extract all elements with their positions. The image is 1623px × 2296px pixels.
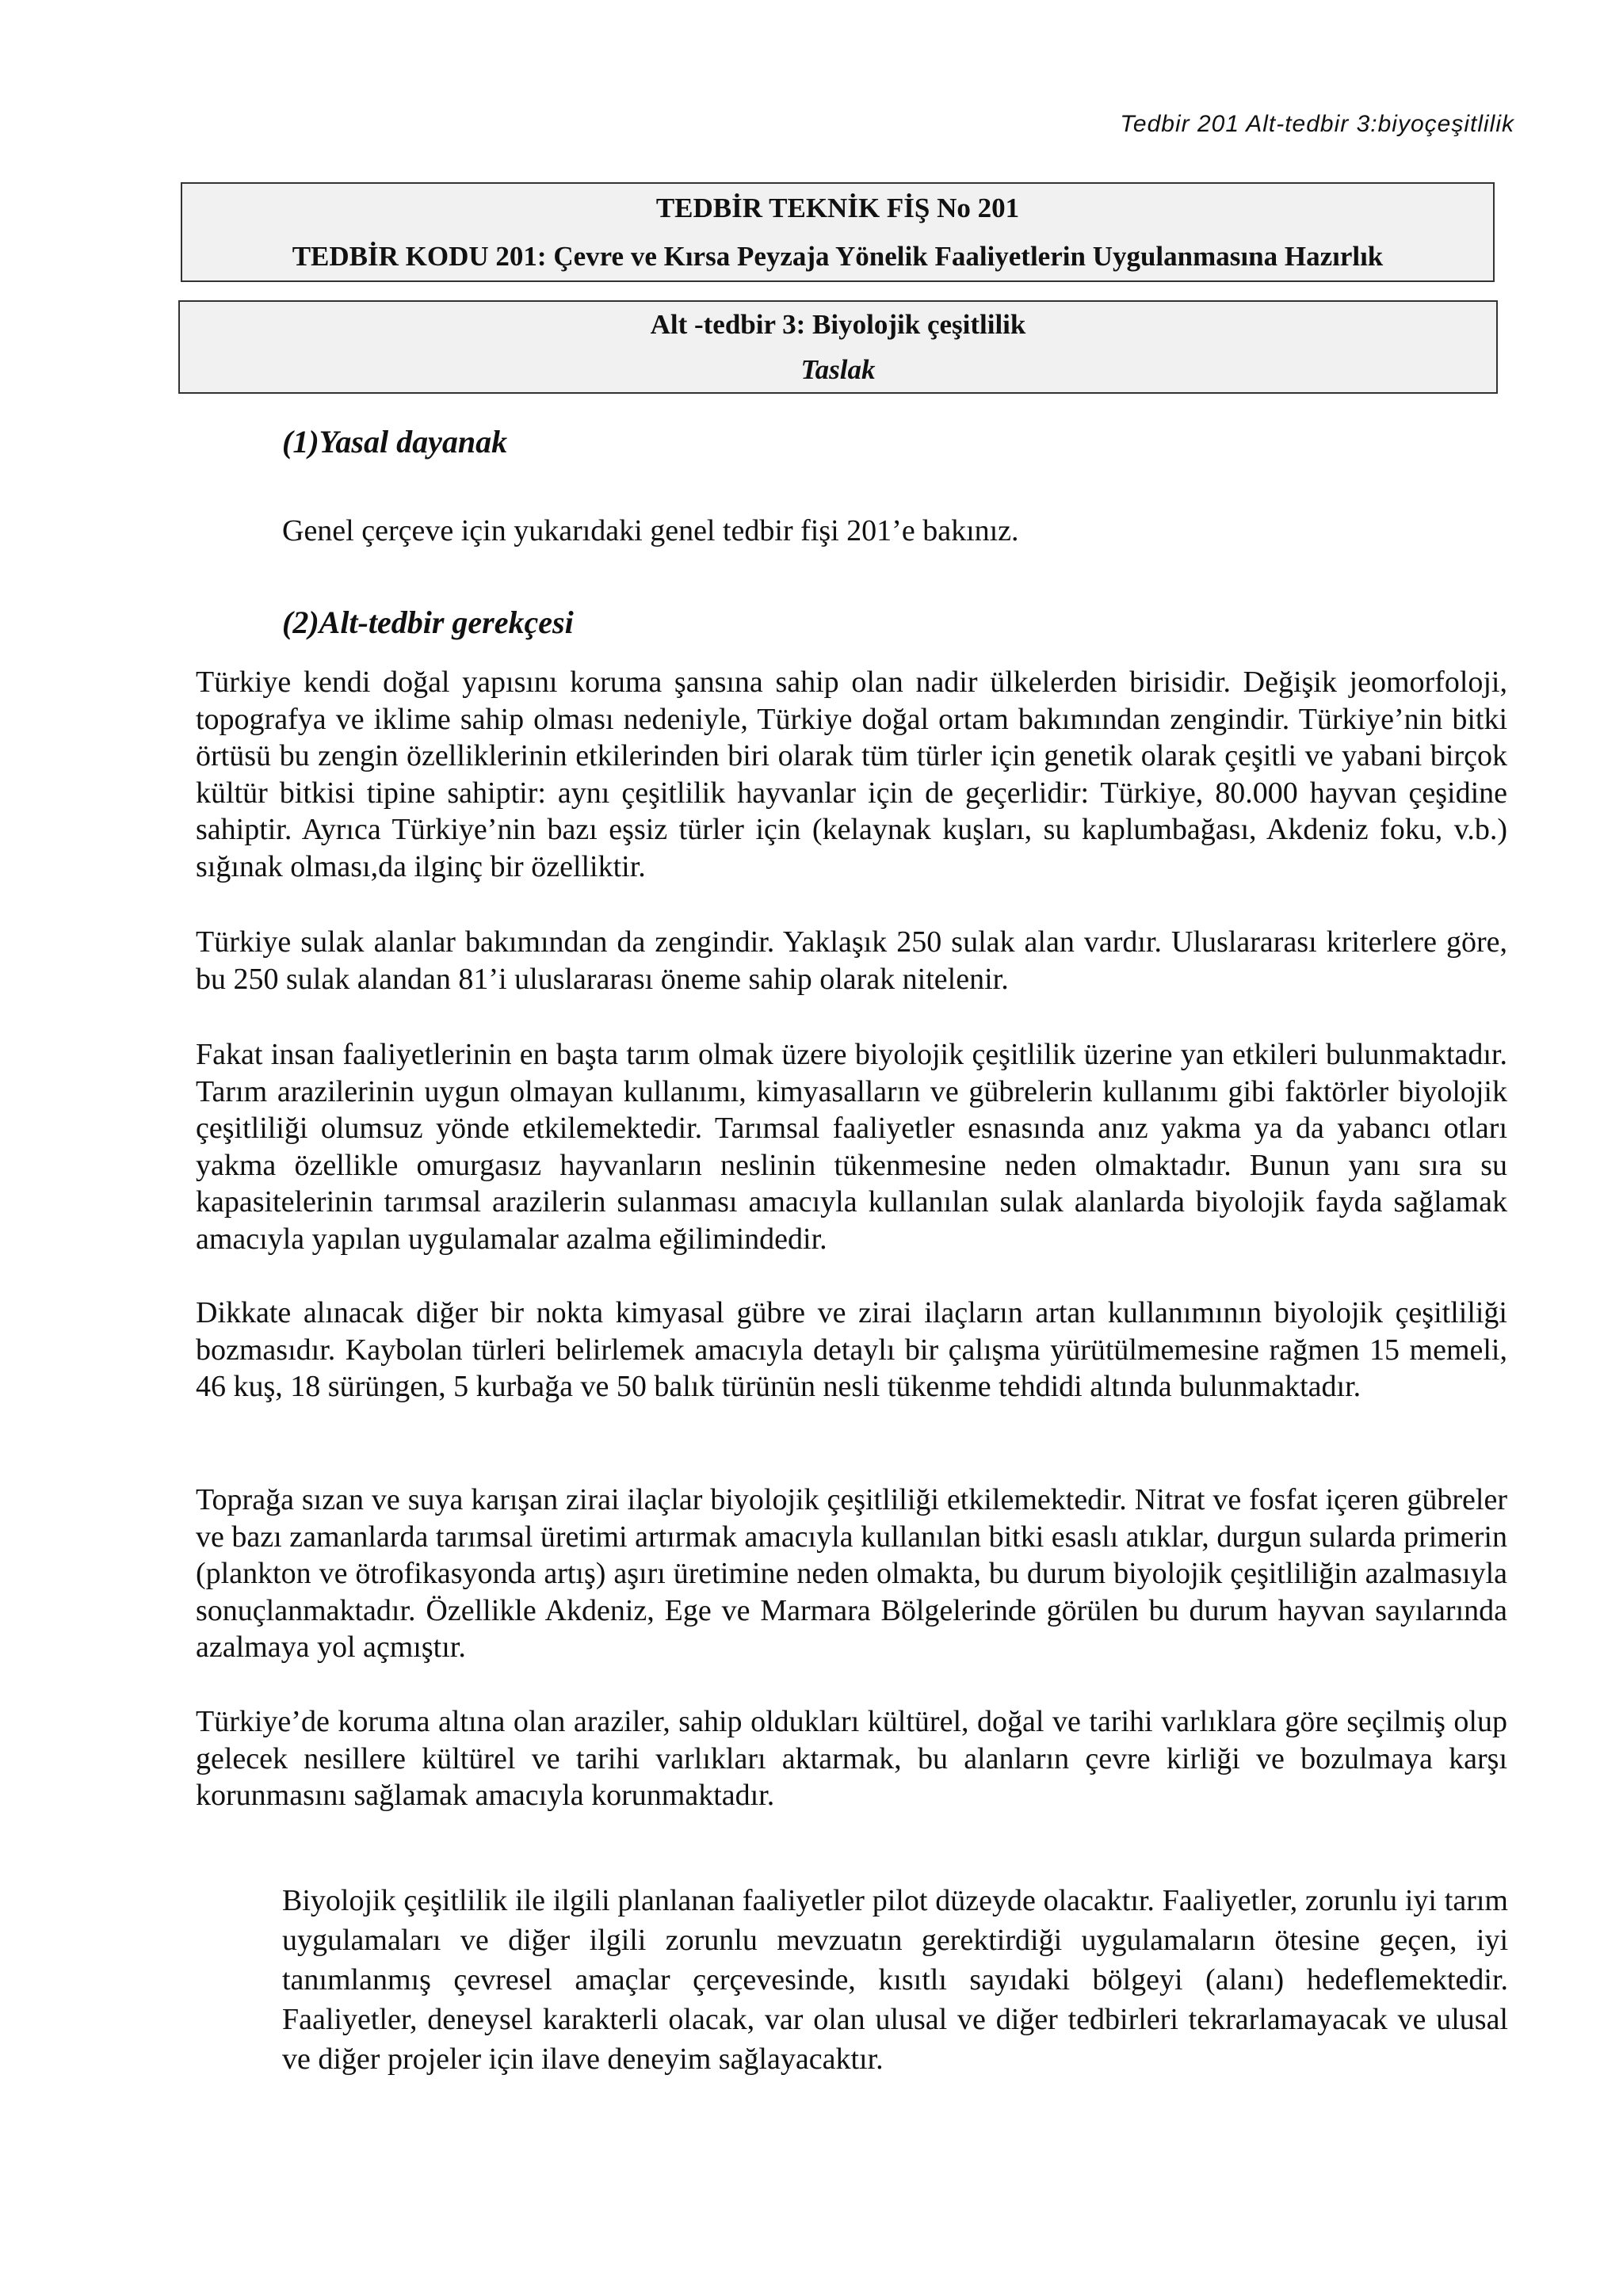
- legal-basis-text: Genel çerçeve için yukarıdaki genel tedbir fişi 201’e bakınız.: [282, 514, 1019, 547]
- paragraph: Türkiye’de koruma altına olan araziler, sahip oldukları kültürel, doğal ve tarihi varlıklara göre seçilmiş olup gelecek nesillere kültürel ve tarihi varlıkları aktarmak, bu alanların çevre kirliği ve bozulmaya karşı korunmasını sağlamak amacıyla korunmaktadır.: [196, 1705, 1507, 1812]
- sub-measure-title: Alt -tedbir 3: Biyolojik çeşitlilik: [650, 309, 1026, 340]
- measure-title-box: [181, 182, 1495, 282]
- paragraph: Dikkate alınacak diğer bir nokta kimyasal gübre ve zirai ilaçların artan kullanımının biyolojik çeşitliliği bozmasıdır. Kaybolan türleri belirlemek amacıyla detaylı bir çalışma yürütülmemesine rağmen 15 memeli, 46 kuş, 18 sürüngen, 5 kurbağa ve 50 balık türünün nesli tükenme tehdidi altında bulunmaktadır.: [196, 1296, 1507, 1403]
- paragraph: Türkiye kendi doğal yapısını koruma şansına sahip olan nadir ülkelerden birisidir. Değişik jeomorfoloji, topografya ve iklime sahip olması nedeniyle, Türkiye doğal ortam bakımından zengindir. Türkiye’nin bitki örtüsü bu zengin özelliklerinin etkilerinden biri olarak tüm türler için genetik olarak çeşitli ve yabani birçok kültür bitkisi tipine sahiptir: aynı çeşitlilik hayvanlar için de geçerlidir: Türkiye, 80.000 hayvan çeşidine sahiptir. Ayrıca Türkiye’nin bazı eşsiz türler için (kelaynak kuşları, su kaplumbağası, Akdeniz foku, v.b.) sığınak olması,da ilginç bir özelliktir.: [196, 666, 1507, 883]
- paragraph: Toprağa sızan ve suya karışan zirai ilaçlar biyolojik çeşitliliği etkilemektedir. Nitrat ve fosfat içeren gübreler ve bazı zamanlarda tarımsal üretimi artırmak amacıyla kullanılan bitki esaslı atıklar, durgun sularda primerin (plankton ve ötrofikasyonda artış) aşırı üretimine neden olmakta, bu durum biyolojik çeşitliliğin azalmasıyla sonuçlanmaktadır. Özellikle Akdeniz, Ege ve Marmara Bölgelerinde görülen bu durum hayvan sayılarında azalmaya yol açmıştır.: [196, 1483, 1507, 1664]
- measure-sheet-title: TEDBİR TEKNİK FİŞ No 201: [655, 193, 1020, 223]
- section-heading-rationale: (2)Alt-tedbir gerekçesi: [282, 605, 574, 640]
- paragraph: Fakat insan faaliyetlerinin en başta tarım olmak üzere biyolojik çeşitlilik üzerine yan etkileri bulunmaktadır. Tarım arazilerinin uygun olmayan kullanımı, kimyasalların ve gübrelerin kullanımı gibi faktörler biyolojik çeşitliliği olumsuz yönde etkilemektedir. Tarımsal faaliyetler esnasında anız yakma ya da yabancı otları yakma özellikle omurgasız hayvanların neslinin tükenmesine neden olmaktadır. Bunun yanı sıra su kapasitelerinin tarımsal arazilerin sulanması amacıyla kullanılan sulak alanlarda biyolojik fayda sağlamak amacıyla yapılan uygulamalar azalma eğilimindedir.: [196, 1038, 1507, 1256]
- draft-label: Taslak: [800, 354, 876, 385]
- measure-code-title: TEDBİR KODU 201: Çevre ve Kırsa Peyzaja Yönelik Faaliyetlerin Uygulanmasına Hazırlık: [292, 241, 1384, 272]
- sub-measure-box: [178, 300, 1498, 394]
- running-header: Tedbir 201 Alt-tedbir 3:biyoçeşitlilik: [1120, 111, 1514, 137]
- section-heading-legal-basis: (1)Yasal dayanak: [282, 424, 508, 460]
- paragraph: Türkiye sulak alanlar bakımından da zengindir. Yaklaşık 250 sulak alan vardır. Uluslararası kriterlere göre, bu 250 sulak alandan 81’i uluslararası öneme sahip olarak nitelenir.: [196, 925, 1507, 996]
- indented-paragraph: Biyolojik çeşitlilik ile ilgili planlanan faaliyetler pilot düzeyde olacaktır. Faaliyetler, zorunlu iyi tarım uygulamaları ve diğer ilgili zorunlu mevzuatın gerektirdiği uygulamaların ötesine geçen, iyi tanımlanmış çevresel amaçlar çerçevesinde, kısıtlı sayıdaki bölgeyi (alanı) hedeflemektedir. Faaliyetler, deneysel karakterli olacak, var olan ulusal ve diğer tedbirleri tekrarlamayacak ve ulusal ve diğer projeler için ilave deneyim sağlayacaktır.: [282, 1884, 1508, 2076]
